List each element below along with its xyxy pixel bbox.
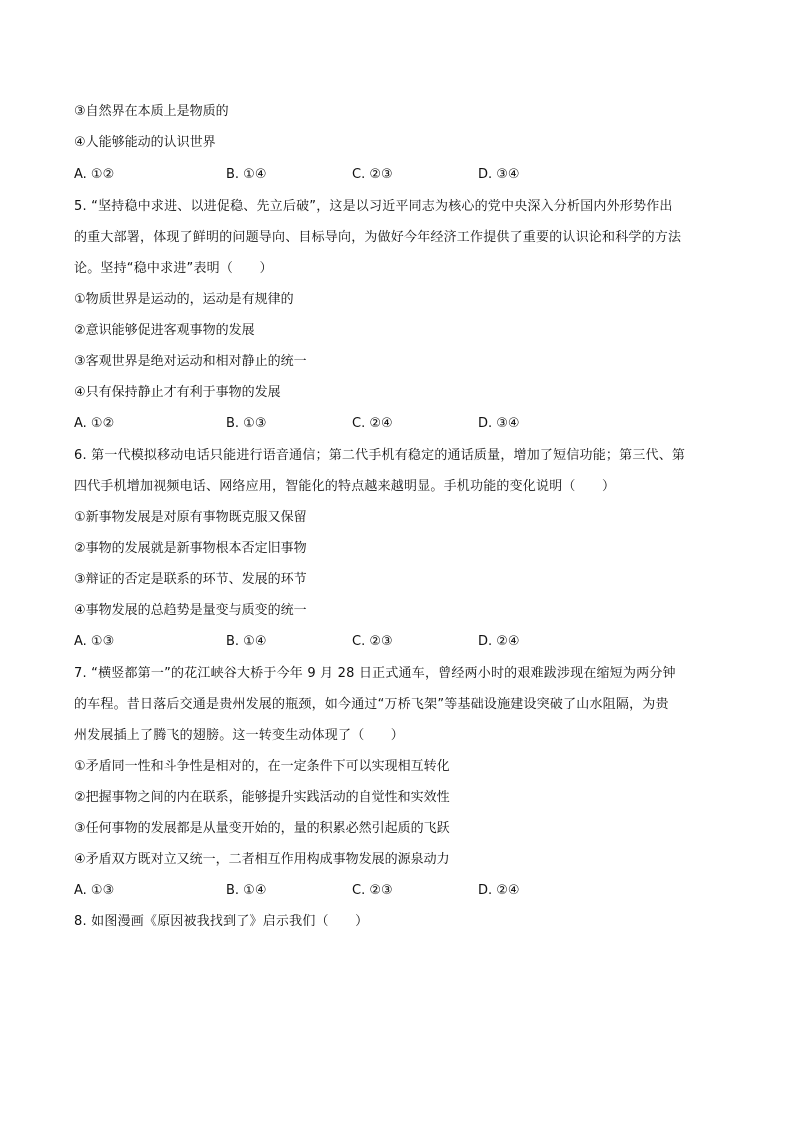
q7-statement-2: ②把握事物之间的内在联系，能够提升实践活动的自觉性和实效性 [74,790,450,805]
q5-options [74,415,734,433]
q5-statement-4: ④只有保持静止才有利于事物的发展 [74,385,281,400]
q7-statement-4: ④矛盾双方既对立又统一，二者相互作用构成事物发展的源泉动力 [74,852,450,867]
q5-option-b: B. ①③ [226,416,267,431]
q5-stem-line-2: 的重大部署，体现了鲜明的问题导向、目标导向，为做好今年经济工作提供了重要的认识论和科学的方法 [74,230,682,245]
q4-option-b: B. ①④ [226,167,267,182]
q6-option-d: D. ②④ [478,634,520,649]
q7-stem-line-2: 的车程。昔日落后交通是贵州发展的瓶颈，如今通过“万桥飞架”等基础设施建设突破了山水阻隔，为贵 [74,697,669,712]
q5-option-a: A. ①② [74,416,115,431]
q8-stem-line-1: 8. 如图漫画《原因被我找到了》启示我们（ ） [74,914,369,929]
q7-option-d: D. ②④ [478,883,520,898]
q4-option-c: C. ②③ [352,167,393,182]
q6-statement-2: ②事物的发展就是新事物根本否定旧事物 [74,541,307,556]
q4-statement-3: ③自然界在本质上是物质的 [74,104,229,119]
q6-statement-4: ④事物发展的总趋势是量变与质变的统一 [74,603,307,618]
q7-option-b: B. ①④ [226,883,267,898]
q5-stem-line-1: 5. “坚持稳中求进、以进促稳、先立后破”，这是以习近平同志为核心的党中央深入分析国内外形势作出 [74,199,673,214]
q5-option-c: C. ②④ [352,416,393,431]
q5-statement-3: ③客观世界是绝对运动和相对静止的统一 [74,354,307,369]
q5-statement-2: ②意识能够促进客观事物的发展 [74,323,255,338]
q6-stem-line-2: 四代手机增加视频电话、网络应用，智能化的特点越来越明显。手机功能的变化说明（ ） [74,479,616,494]
q7-stem-line-1: 7. “横竖都第一”的花江峡谷大桥于今年 9 月 28 日正式通车，曾经两小时的艰难跋涉现在缩短为两分钟 [74,666,676,681]
q7-statement-1: ①矛盾同一性和斗争性是相对的，在一定条件下可以实现相互转化 [74,759,450,774]
q6-options [74,633,734,651]
q5-statement-1: ①物质世界是运动的，运动是有规律的 [74,292,294,307]
q4-statement-4: ④人能够能动的认识世界 [74,135,216,150]
q4-option-a: A. ①② [74,167,115,182]
q6-stem-line-1: 6. 第一代模拟移动电话只能进行语音通信；第二代手机有稳定的通话质量，增加了短信功能；第三代、第 [74,448,686,463]
q5-stem-line-3: 论。坚持“稳中求进”表明（ ） [74,261,273,276]
q4-option-d: D. ③④ [478,167,520,182]
q7-option-c: C. ②③ [352,883,393,898]
q7-options [74,882,734,900]
q6-option-a: A. ①③ [74,634,115,649]
q5-option-d: D. ③④ [478,416,520,431]
q6-statement-1: ①新事物发展是对原有事物既克服又保留 [74,510,307,525]
q6-option-b: B. ①④ [226,634,267,649]
q6-option-c: C. ②③ [352,634,393,649]
q7-statement-3: ③任何事物的发展都是从量变开始的，量的积累必然引起质的飞跃 [74,821,450,836]
q7-stem-line-3: 州发展插上了腾飞的翅膀。这一转变生动体现了（ ） [74,728,405,743]
q6-statement-3: ③辩证的否定是联系的环节、发展的环节 [74,572,307,587]
q4-options [74,166,734,184]
q7-option-a: A. ①③ [74,883,115,898]
